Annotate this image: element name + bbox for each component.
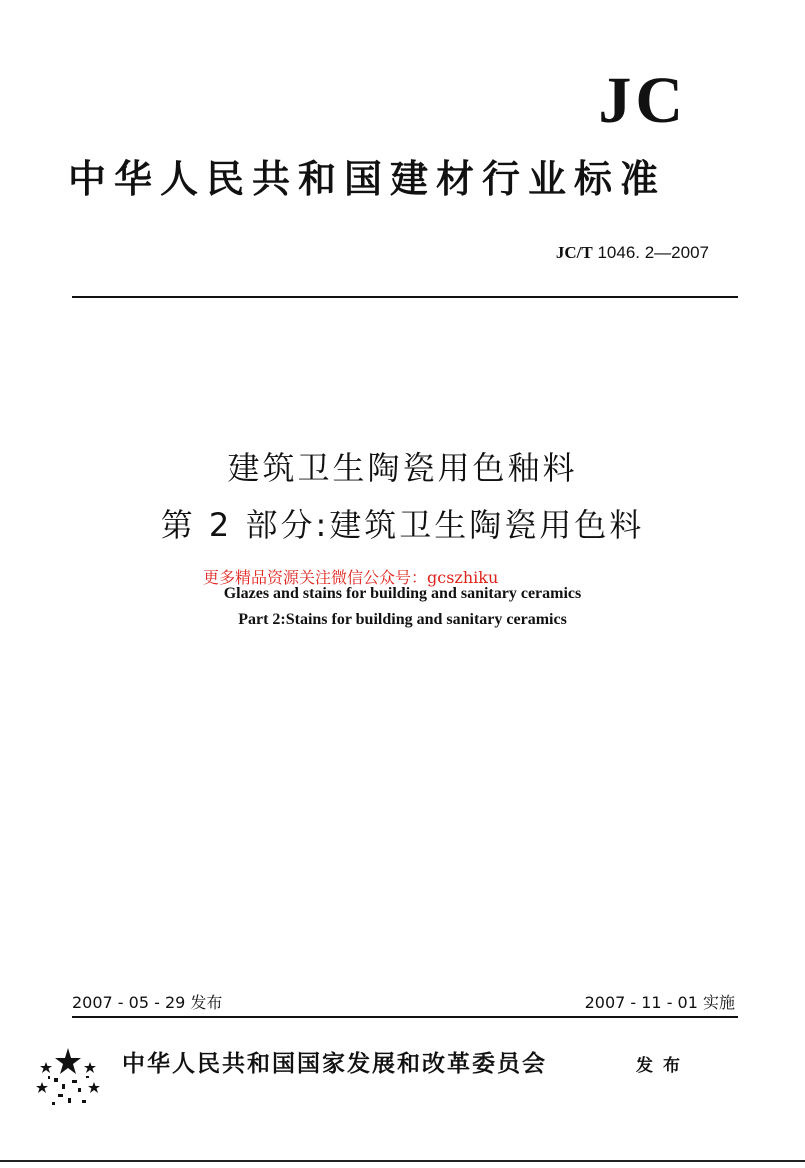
watermark: 更多精品资源关注微信公众号：gcszhiku (203, 568, 499, 587)
bottom-divider (72, 1016, 738, 1018)
national-emblem-icon (32, 1040, 104, 1112)
category-mark: JC (598, 64, 687, 137)
standard-number (556, 244, 709, 261)
standard-prefix: JC/T (555, 243, 593, 262)
title-cn-line1: 建筑卫生陶瓷用色釉料 (227, 449, 578, 487)
top-divider (72, 296, 738, 298)
page-bottom-edge (0, 1160, 805, 1162)
standard-title: 中华人民共和国建材行业标准 (68, 157, 667, 201)
title-en-line2: Part 2:Stains for building and sanitary ceramics (238, 611, 567, 628)
issuer: 中华人民共和国国家发展和改革委员会 (122, 1051, 547, 1077)
title-cn-line2: 第 2 部分:建筑卫生陶瓷用色料 (160, 506, 645, 544)
publish-label: 发布 (636, 1056, 690, 1076)
implement-date: 2007 - 11 - 01 实施 (584, 993, 735, 1012)
standard-code: 1046. 2—2007 (597, 243, 709, 262)
title-en-line1: Glazes and stains for building and sanitary ceramics (223, 585, 582, 602)
issue-date: 2007 - 05 - 29 发布 (72, 993, 223, 1012)
